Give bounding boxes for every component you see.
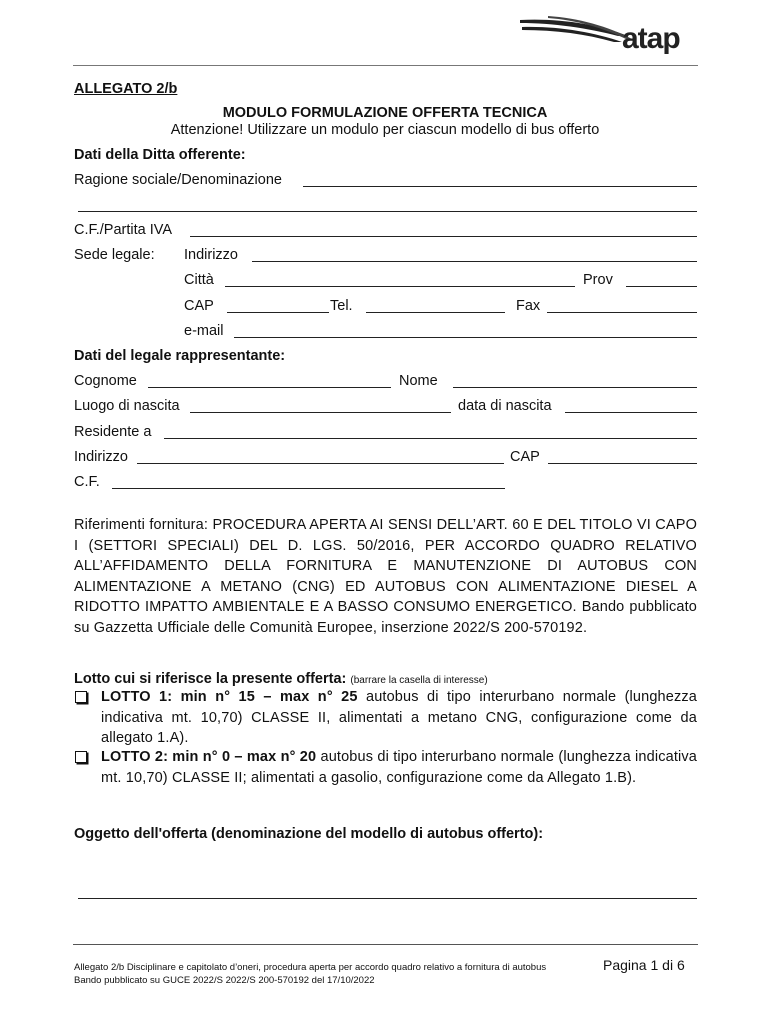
cap-field[interactable] [227, 312, 329, 313]
city-label: Città [184, 272, 214, 288]
header-rule [73, 65, 698, 66]
tel-field[interactable] [366, 312, 505, 313]
cf-field[interactable] [112, 488, 505, 489]
footer-line-2: Bando pubblicato su GUCE 2022/S 2022/S 200-570192 del 17/10/2022 [74, 975, 375, 986]
email-label: e-mail [184, 323, 224, 339]
company-name-label: Ragione sociale/Denominazione [74, 172, 282, 188]
references-paragraph: Riferimenti fornitura: PROCEDURA APERTA AI SENSI DELL’ART. 60 E DEL TITOLO VI CAPO I (SETTORI SPECIALI) DEL D. LGS. 50/2016, PER ACCORDO QUADRO RELATIVO ALL’AFFIDAMENTO DELLA FORNITURA E MANUTENZIONE DI AUTOBUS CON ALIMENTAZIONE A METANO (CNG) ED AUTOBUS CON ALIMENTAZIONE DIESEL A RIDOTTO IMPATTO AMBIENTALE E A BASSO CONSUMO ENERGETICO. Bando pubblicato su Gazzetta Ufficiale delle Comunità Europee, inserzione 2022/S 200-570192. [74, 517, 697, 636]
lot-1-title: LOTTO 1: min n° 15 – max n° 25 [101, 689, 358, 705]
prov-field[interactable] [626, 286, 697, 287]
rep-cap-field[interactable] [548, 463, 697, 464]
email-field[interactable] [234, 337, 697, 338]
lot-2-text: autobus di tipo interurbano normale (lunghezza indicativa mt. 10,70) CLASSE II; alimentati a gasolio, configurazione come da Allegato 1.B). [101, 749, 697, 786]
birthdate-field[interactable] [565, 412, 697, 413]
name-label: Nome [399, 373, 438, 389]
vat-label: C.F./Partita IVA [74, 222, 173, 238]
logo-text: atap [622, 22, 680, 55]
page-number: Pagina 1 di 6 [603, 957, 685, 973]
rep-address-label: Indirizzo [74, 449, 128, 465]
name-field[interactable] [453, 387, 697, 388]
atap-logo [518, 14, 700, 58]
cf-label: C.F. [74, 474, 100, 490]
surname-field[interactable] [148, 387, 391, 388]
lot-2-description [101, 747, 697, 788]
lot-1-text: autobus di tipo interurbano normale (lunghezza indicativa mt. 10,70) CLASSE II, alimentati a metano CNG, configurazione come da allegato 1.A). [101, 689, 698, 746]
company-section-title: Dati della Ditta offerente: [74, 147, 246, 163]
footer-line-1: Allegato 2/b Disciplinare e capitolato d’oneri, procedura aperta per accordo quadro relativo a fornitura di autobus [74, 962, 547, 973]
fax-label: Fax [516, 298, 541, 314]
residence-label: Residente a [74, 424, 152, 440]
address-label: Indirizzo [184, 247, 238, 263]
representative-section-title: Dati del legale rappresentante: [74, 348, 286, 364]
city-field[interactable] [225, 286, 575, 287]
cap-label: CAP [184, 298, 214, 314]
birthplace-field[interactable] [190, 412, 451, 413]
lot-2-checkbox[interactable] [75, 751, 87, 763]
rep-cap-label: CAP [510, 449, 540, 465]
seat-label: Sede legale: [74, 247, 155, 263]
rep-address-field[interactable] [137, 463, 504, 464]
prov-label: Prov [583, 272, 613, 288]
lots-title: Lotto cui si riferisce la presente offerta: [74, 671, 347, 687]
birthplace-label: Luogo di nascita [74, 398, 180, 414]
company-name-field[interactable] [303, 186, 697, 187]
object-field[interactable] [78, 898, 697, 899]
annex-label: ALLEGATO 2/b [74, 81, 178, 97]
fax-field[interactable] [547, 312, 697, 313]
lot-2-title: LOTTO 2: min n° 0 – max n° 20 [101, 749, 317, 765]
tel-label: Tel. [330, 298, 353, 314]
company-name-field-2[interactable] [78, 211, 697, 212]
footer-rule [73, 944, 698, 945]
lot-1-checkbox[interactable] [75, 691, 87, 703]
vat-field[interactable] [190, 236, 697, 237]
object-title: Oggetto dell'offerta (denominazione del modello di autobus offerto): [74, 826, 544, 842]
address-field[interactable] [252, 261, 697, 262]
page-subtitle: Attenzione! Utilizzare un modulo per ciascun modello di bus offerto [170, 122, 600, 138]
page-title: MODULO FORMULAZIONE OFFERTA TECNICA [222, 105, 548, 121]
residence-field[interactable] [164, 438, 697, 439]
surname-label: Cognome [74, 373, 137, 389]
lot-1-description [101, 687, 697, 749]
birthdate-label: data di nascita [458, 398, 552, 414]
lots-note: (barrare la casella di interesse) [350, 675, 488, 686]
